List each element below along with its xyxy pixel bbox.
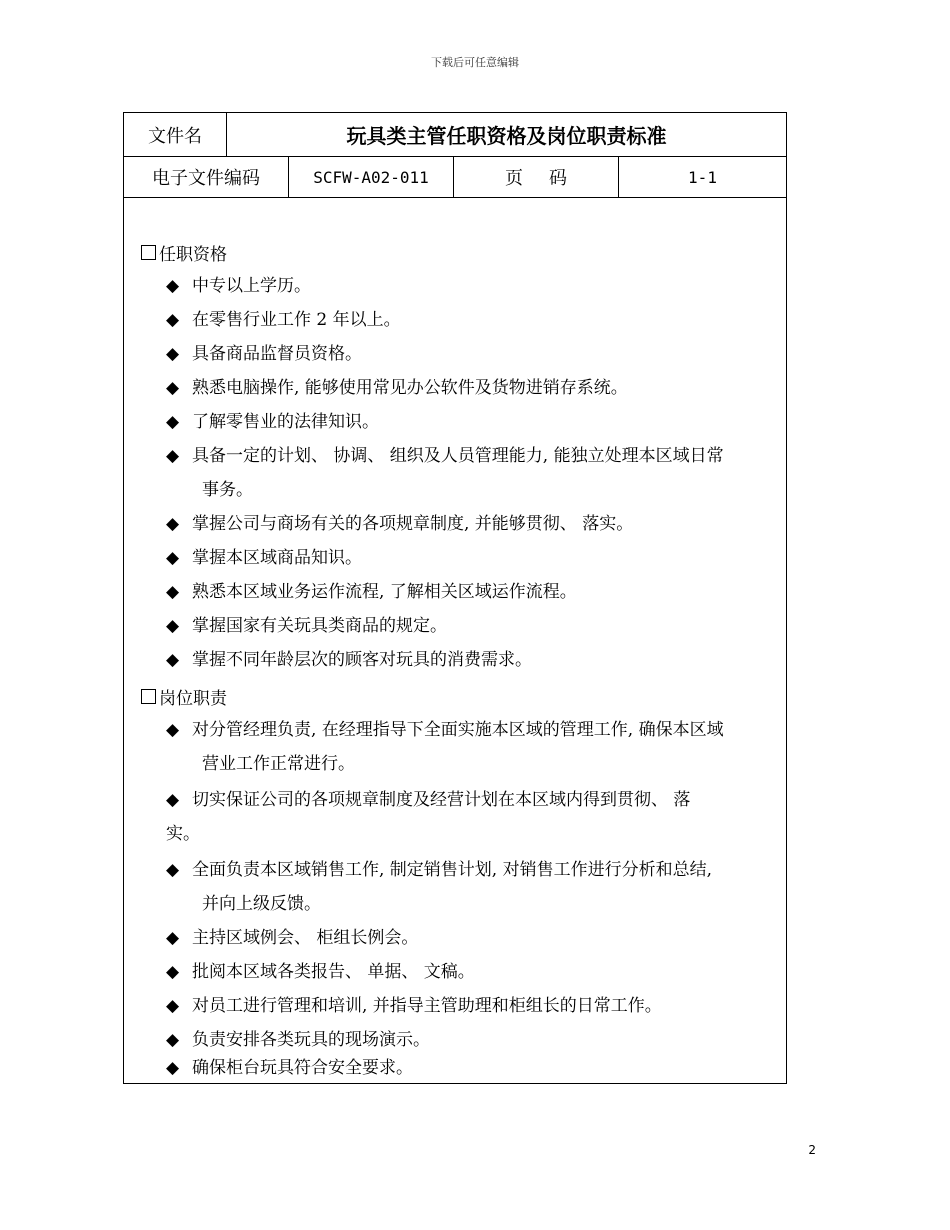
list-item-text: 掌握本区域商品知识。 xyxy=(192,548,362,568)
diamond-bullet-icon: ◆ xyxy=(166,378,180,398)
content-area xyxy=(124,198,786,1083)
checkbox-icon xyxy=(141,245,156,260)
list-item xyxy=(166,337,778,371)
qualifications-heading-text: 任职资格 xyxy=(159,245,227,265)
list-item xyxy=(166,541,778,575)
list-item xyxy=(166,989,778,1023)
meta-row xyxy=(124,157,786,198)
list-item-text: 具备商品监督员资格。 xyxy=(192,344,362,364)
list-item xyxy=(166,713,778,747)
list-item xyxy=(166,1051,778,1085)
code-label: 电子文件编码 xyxy=(152,168,260,189)
list-item-continuation: 营业工作正常进行。 xyxy=(202,754,355,774)
list-item xyxy=(166,643,778,677)
list-item xyxy=(166,303,778,337)
diamond-bullet-icon: ◆ xyxy=(166,412,180,432)
title-row xyxy=(124,113,786,157)
list-item-text: 中专以上学历。 xyxy=(192,276,311,296)
diamond-bullet-icon: ◆ xyxy=(166,720,180,740)
list-item-text: 了解零售业的法律知识。 xyxy=(192,412,379,432)
list-item-text: 具备一定的计划、 协调、 组织及人员管理能力, 能独立处理本区域日常 xyxy=(192,446,724,466)
list-item-text: 在零售行业工作 2 年以上。 xyxy=(192,310,401,330)
duties-heading xyxy=(141,684,227,709)
document-title: 玩具类主管任职资格及岗位职责标准 xyxy=(226,113,786,156)
list-item xyxy=(166,439,778,473)
filename-label: 文件名 xyxy=(148,125,202,147)
list-item-text: 确保柜台玩具符合安全要求。 xyxy=(192,1058,413,1078)
diamond-bullet-icon: ◆ xyxy=(166,962,180,982)
list-item xyxy=(166,405,778,439)
diamond-bullet-icon: ◆ xyxy=(166,996,180,1016)
diamond-bullet-icon: ◆ xyxy=(166,310,180,330)
list-item-text: 切实保证公司的各项规章制度及经营计划在本区域内得到贯彻、 落 xyxy=(192,790,691,810)
list-item-text: 全面负责本区域销售工作, 制定销售计划, 对销售工作进行分析和总结, xyxy=(192,860,713,880)
page-label xyxy=(453,157,618,197)
diamond-bullet-icon: ◆ xyxy=(166,1030,180,1050)
diamond-bullet-icon: ◆ xyxy=(166,860,180,880)
list-item xyxy=(166,507,778,541)
diamond-bullet-icon: ◆ xyxy=(166,650,180,670)
diamond-bullet-icon: ◆ xyxy=(166,548,180,568)
page-label-part-2: 码 xyxy=(549,168,567,189)
qualifications-heading xyxy=(141,240,227,265)
list-item xyxy=(166,269,778,303)
list-item-text: 对员工进行管理和培训, 并指导主管助理和柜组长的日常工作。 xyxy=(192,996,662,1016)
diamond-bullet-icon: ◆ xyxy=(166,790,180,810)
diamond-bullet-icon: ◆ xyxy=(166,1058,180,1078)
list-item xyxy=(166,921,778,955)
list-item-text: 对分管经理负责, 在经理指导下全面实施本区域的管理工作, 确保本区域 xyxy=(192,720,724,740)
list-item xyxy=(166,371,778,405)
checkbox-icon xyxy=(141,689,156,704)
diamond-bullet-icon: ◆ xyxy=(166,344,180,364)
diamond-bullet-icon: ◆ xyxy=(166,514,180,534)
list-item xyxy=(166,609,778,643)
list-item-text: 批阅本区域各类报告、 单据、 文稿。 xyxy=(192,962,475,982)
diamond-bullet-icon: ◆ xyxy=(166,928,180,948)
list-item xyxy=(166,783,778,817)
diamond-bullet-icon: ◆ xyxy=(166,616,180,636)
diamond-bullet-icon: ◆ xyxy=(166,582,180,602)
list-item-continuation: 事务。 xyxy=(202,480,253,500)
page-label-part-1: 页 xyxy=(505,168,523,189)
page-value: 1-1 xyxy=(618,157,786,197)
list-item xyxy=(166,955,778,989)
list-item xyxy=(166,575,778,609)
header-note: 下载后可任意编辑 xyxy=(431,56,519,69)
list-item-text: 掌握国家有关玩具类商品的规定。 xyxy=(192,616,447,636)
list-item-text: 掌握公司与商场有关的各项规章制度, 并能够贯彻、 落实。 xyxy=(192,514,634,534)
list-item-text: 熟悉本区域业务运作流程, 了解相关区域运作流程。 xyxy=(192,582,577,602)
list-item-continuation: 实。 xyxy=(166,824,200,844)
code-value: SCFW-A02-011 xyxy=(288,157,453,197)
duties-heading-text: 岗位职责 xyxy=(159,689,227,709)
list-item-text: 主持区域例会、 柜组长例会。 xyxy=(192,928,419,948)
list-item-text: 负责安排各类玩具的现场演示。 xyxy=(192,1030,430,1050)
list-item-continuation: 并向上级反馈。 xyxy=(202,894,321,914)
document-table xyxy=(123,112,787,1084)
page-number: 2 xyxy=(808,1143,816,1157)
list-item-text: 熟悉电脑操作, 能够使用常见办公软件及货物进销存系统。 xyxy=(192,378,628,398)
list-item-text: 掌握不同年龄层次的顾客对玩具的消费需求。 xyxy=(192,650,532,670)
diamond-bullet-icon: ◆ xyxy=(166,276,180,296)
list-item xyxy=(166,853,778,887)
diamond-bullet-icon: ◆ xyxy=(166,446,180,466)
